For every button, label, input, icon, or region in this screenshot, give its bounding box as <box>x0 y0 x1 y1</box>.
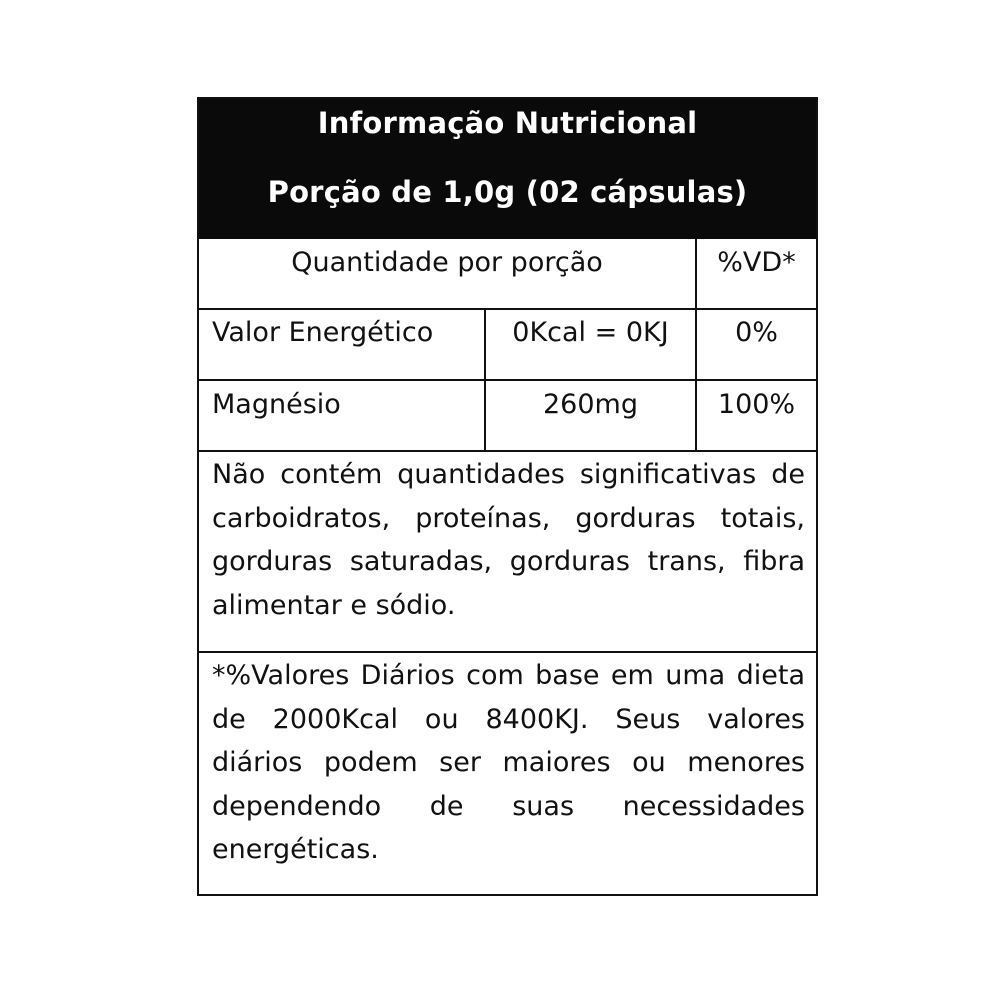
nutrient-dv-energy: 0% <box>735 317 778 348</box>
nutrient-name-energy: Valor Energético <box>212 317 434 348</box>
nutrient-name-magnesium: Magnésio <box>212 389 341 420</box>
serving-size: Porção de 1,0g (02 cápsulas) <box>267 175 748 209</box>
daily-values-footnote: *%Valores Diários com base em uma dieta de 2000Kcal ou 8400KJ. Seus valores diários podem ser maiores ou menores dependendo de suas necessidades energéticas. <box>212 660 805 865</box>
quantity-per-serving-header: Quantidade por porção <box>291 247 603 278</box>
divider <box>199 308 816 310</box>
not-significant-note: Não contém quantidades significativas de carboidratos, proteínas, gorduras totais, gorduras saturadas, gorduras trans, fibra alimentar e sódio. <box>212 459 805 621</box>
nutrient-amount-energy: 0Kcal = 0KJ <box>512 317 669 348</box>
divider <box>199 651 816 653</box>
nutrition-facts-table <box>197 97 818 896</box>
column-divider <box>484 310 486 450</box>
nutrient-dv-magnesium: 100% <box>717 389 796 420</box>
table-title: Informação Nutricional <box>317 106 698 140</box>
divider <box>199 379 816 381</box>
divider <box>199 450 816 452</box>
daily-value-header: %VD* <box>717 247 796 278</box>
nutrient-amount-magnesium: 260mg <box>543 389 638 420</box>
column-divider <box>695 239 697 450</box>
table-header <box>199 99 816 239</box>
